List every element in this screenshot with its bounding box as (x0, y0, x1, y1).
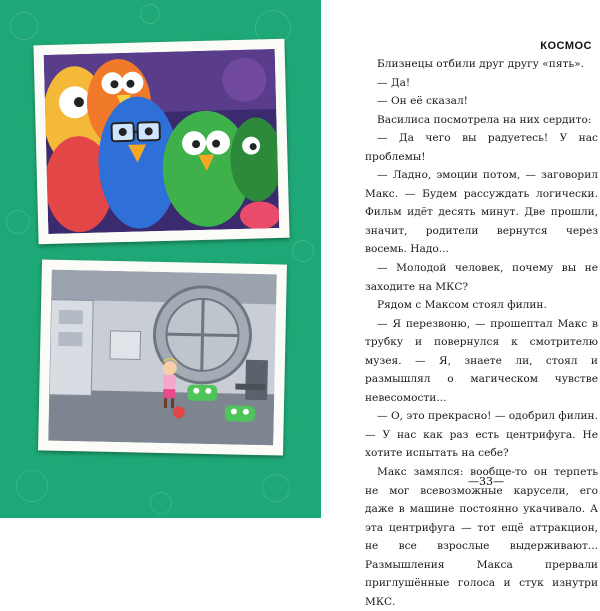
birds-illustration (44, 49, 280, 234)
illustration-photo-birds (33, 39, 289, 245)
paragraph: — Да чего вы радуетесь! У нас проблемы! (365, 129, 598, 166)
paragraph: — Ладно, эмоции потом, — заговорил Макс. — Будем рассуждать логически. Фильм идёт десять минут. Две прошли, значит, родители вернутся через восемь. Надо... (365, 166, 598, 259)
paragraph: Рядом с Максом стоял филин. (365, 296, 598, 315)
running-head: КОСМОС (540, 40, 592, 52)
paragraph: — Да! (365, 74, 598, 93)
page-number: —33— (456, 475, 516, 488)
paragraph: — Он её сказал! (365, 92, 598, 111)
paragraph: Близнецы отбили друг другу «пять». (365, 55, 598, 74)
illustrated-page (0, 0, 321, 518)
space-station-illustration (48, 270, 277, 446)
paragraph: — Я перезвоню, — прошептал Макс в трубку и повернулся к смотрителю музея. — Я, знаете ли, стоял и размышлял о магическом чувстве невесомости... (365, 315, 598, 408)
paragraph: — О, это прекрасно! — одобрил филин. — У нас как раз есть центрифуга. Не хотите испытать на себе? (365, 407, 598, 463)
paragraph: Макс замялся: вообще-то он терпеть не мог всевозможные карусели, его даже в машине постоянно укачивало. А эта центрифуга — тот ещё аттракцион, не все взрослые выдерживают... Размышления Макса прервали приглушённые голоса и стук изнутри МКС. (365, 463, 598, 611)
paragraph: — Молодой человек, почему вы не заходите на МКС? (365, 259, 598, 296)
paragraph: Василиса посмотрела на них сердито: (365, 111, 598, 130)
illustration-photo-station (38, 259, 287, 455)
body-text (365, 55, 598, 611)
